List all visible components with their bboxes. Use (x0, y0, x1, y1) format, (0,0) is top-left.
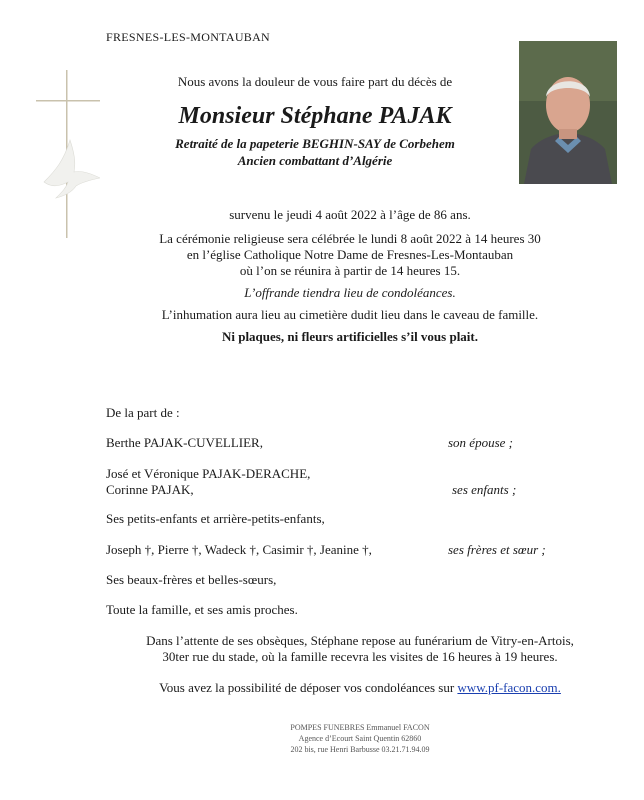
footer (200, 722, 520, 755)
offering-text: L’offrande tiendra lieu de condoléances. (244, 285, 456, 300)
grandchildren-text: Ses petits-enfants et arrière-petits-enfants, (106, 511, 325, 526)
family-intro: De la part de : (106, 405, 180, 420)
ceremony-line-3: où l’on se réunira à partir de 14 heures 15. (239, 263, 461, 278)
condolence-line (100, 680, 620, 696)
visits-line-2: 30ter rue du stade, où la famille recevra les visites de 16 heures à 19 heures. (162, 649, 558, 664)
in-laws-text: Ses beaux-frères et belles-sœurs, (106, 572, 277, 587)
cross-dove-icon (36, 70, 100, 240)
death-date: survenu le jeudi 4 août 2022 à l’âge de 86 ans. (229, 207, 471, 222)
all-family-text: Toute la famille, et ses amis proches. (106, 602, 298, 617)
siblings-role: ses frères et sœur ; (448, 542, 546, 557)
no-flowers-text: Ni plaques, ni fleurs artificielles s’il vous plait. (221, 329, 479, 344)
footer-address: 202 bis, rue Henri Barbusse 03.21.71.94.09 (290, 745, 430, 754)
intro-text: Nous avons la douleur de vous faire part du décès de (177, 74, 453, 89)
burial-text: L’inhumation aura lieu au cimetière dudit lieu dans le caveau de famille. (161, 307, 539, 322)
condolence-link[interactable]: www.pf-facon.com. (457, 680, 561, 695)
subtitle-veteran: Ancien combattant d’Algérie (237, 153, 393, 168)
subtitle-profession: Retraité de la papeterie BEGHIN-SAY de Corbehem (175, 136, 455, 151)
deceased-name: Monsieur Stéphane PAJAK (178, 103, 452, 129)
siblings-names: Joseph †, Pierre †, Wadeck †, Casimir †, Jeanine †, (106, 542, 372, 557)
town-name: FRESNES-LES-MONTAUBAN (106, 30, 271, 44)
children-line-2: Corinne PAJAK, (106, 482, 194, 497)
children-line-1: José et Véronique PAJAK-DERACHE, (106, 466, 311, 481)
spouse-name: Berthe PAJAK-CUVELLIER, (106, 435, 263, 450)
footer-agency: Agence d’Ecourt Saint Quentin 62860 (298, 734, 422, 743)
ceremony-line-2: en l’église Catholique Notre Dame de Fresnes-Les-Montauban (186, 247, 514, 262)
portrait-photo (519, 41, 617, 184)
spouse-role: son épouse ; (448, 435, 513, 450)
children-role: ses enfants ; (452, 482, 517, 497)
ceremony-line-1: La cérémonie religieuse sera célébrée le lundi 8 août 2022 à 14 heures 30 (159, 231, 541, 246)
visits-line-1: Dans l’attente de ses obsèques, Stéphane repose au funérarium de Vitry-en-Artois, (146, 633, 574, 648)
condolence-text: Vous avez la possibilité de déposer vos condoléances sur (159, 680, 455, 695)
footer-company: POMPES FUNEBRES Emmanuel FACON (290, 723, 430, 732)
